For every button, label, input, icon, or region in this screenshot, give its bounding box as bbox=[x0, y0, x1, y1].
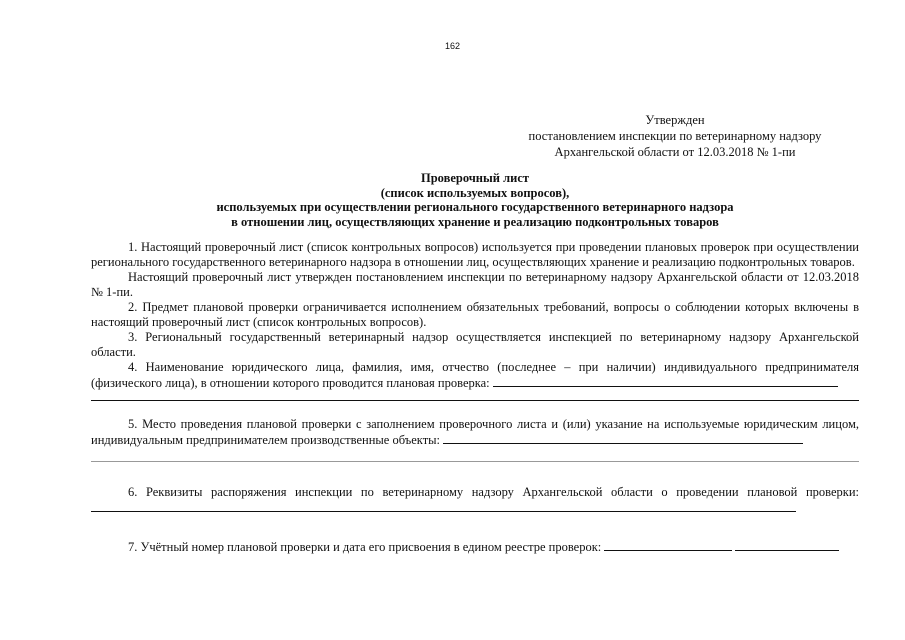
order-details-field[interactable] bbox=[91, 500, 796, 512]
title-line-1: Проверочный лист bbox=[420, 171, 530, 185]
inspected-entity-field-line-2[interactable] bbox=[91, 391, 859, 401]
title-line-2: (список используемых вопросов), bbox=[380, 185, 570, 200]
paragraph-1-approval: Настоящий проверочный лист утвержден постановлением инспекции по ветеринарному надзору Архангельской области от 12.03.2018 № 1-пи. bbox=[91, 270, 859, 299]
approval-block bbox=[500, 112, 850, 160]
registry-number-field[interactable] bbox=[604, 539, 732, 551]
approval-line-2: постановлением инспекции по ветеринарному надзору bbox=[528, 129, 822, 143]
paragraph-6-text: 6. Реквизиты распоряжения инспекции по ветеринарному надзору Архангельской области о проведении плановой проверки: bbox=[128, 485, 859, 499]
approval-line-1: Утвержден bbox=[645, 113, 705, 127]
paragraph-1: 1. Настоящий проверочный лист (список контрольных вопросов) используется при проведении плановых проверок при осуществлении регионального государственного ветеринарного надзора в отношении лиц, осуществляющих хранение и реализацию подконтрольных товаров. bbox=[91, 240, 859, 269]
inspection-place-field[interactable] bbox=[443, 432, 803, 444]
paragraph-3: 3. Региональный государственный ветеринарный надзор осуществляется инспекцией по ветеринарному надзору Архангельской области. bbox=[91, 330, 859, 359]
inspection-place-field-line-2[interactable] bbox=[91, 448, 859, 462]
page-number: 162 bbox=[444, 41, 461, 51]
registry-date-field[interactable] bbox=[735, 539, 839, 551]
approval-line-3: Архангельской области от 12.03.2018 № 1-пи bbox=[554, 145, 796, 159]
title-line-4: в отношении лиц, осуществляющих хранение и реализацию подконтрольных товаров bbox=[231, 214, 719, 229]
paragraph-4-text: 4. Наименование юридического лица, фамилия, имя, отчество (последнее – при наличии) индивидуального предпринимателя (физического лица), в отношении которого проводится плановая проверка: bbox=[91, 360, 859, 390]
paragraph-7-text: 7. Учётный номер плановой проверки и дата его присвоения в едином реестре проверок: bbox=[128, 540, 602, 554]
paragraph-4 bbox=[91, 360, 859, 391]
document-body bbox=[91, 240, 859, 555]
paragraph-5 bbox=[91, 417, 859, 448]
document-title bbox=[90, 171, 860, 229]
title-line-3: используемых при осуществлении регионального государственного ветеринарного надзора bbox=[216, 200, 734, 214]
inspected-entity-field[interactable] bbox=[493, 375, 838, 387]
paragraph-6 bbox=[91, 485, 859, 516]
paragraph-7 bbox=[91, 539, 859, 555]
paragraph-2: 2. Предмет плановой проверки ограничивается исполнением обязательных требований, вопросы о соблюдении которых включены в настоящий проверочный лист (список контрольных вопросов). bbox=[91, 300, 859, 329]
paragraph-5-text: 5. Место проведения плановой проверки с заполнением проверочного листа и (или) указание на используемые юридическим лицом, индивидуальным предпринимателем производственные объекты: bbox=[91, 417, 859, 447]
